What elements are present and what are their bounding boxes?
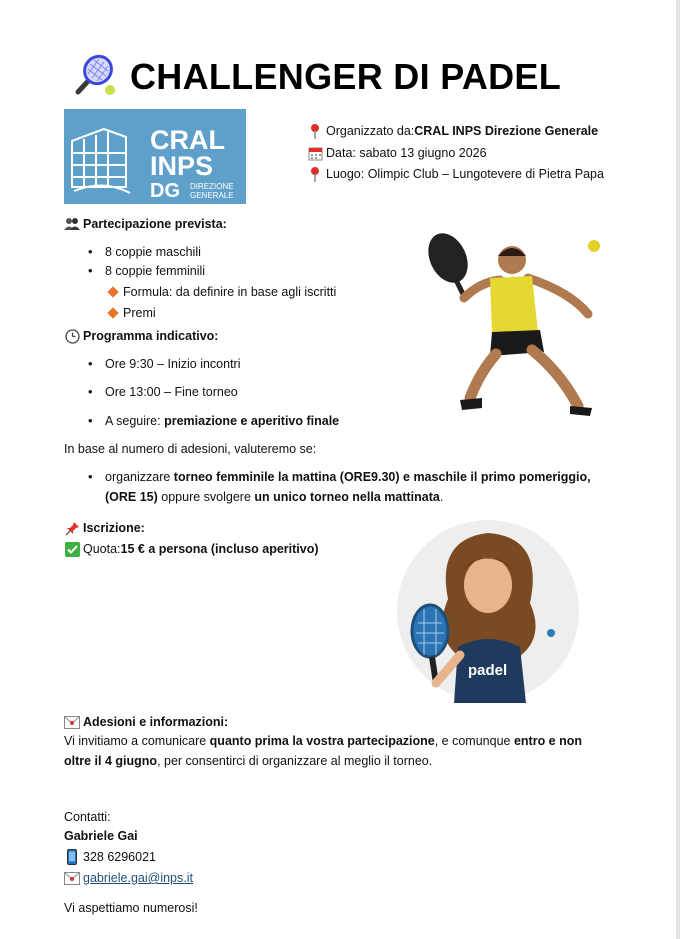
svg-text:INPS: INPS (150, 151, 214, 181)
diamond-icon (107, 286, 118, 297)
fee-line: Quota: 15 € a persona (incluso aperitivo) (64, 541, 319, 557)
list-item: • organizzare torneo femminile la mattina (ORE9.30) e maschile il primo pomeriggio, (88, 470, 591, 484)
list-item-continuation: (ORE 15) oppure svolgere un unico torneo nella mattinata. (105, 490, 444, 504)
list-item: • Ore 9:30 – Inizio incontri (88, 357, 241, 371)
mobile-phone-icon (64, 849, 80, 865)
page-edge (676, 0, 680, 939)
email-link[interactable]: gabriele.gai@inps.it (83, 871, 193, 885)
cral-inps-logo (64, 109, 246, 204)
list-item: • Ore 13:00 – Fine torneo (88, 385, 238, 399)
email-line (64, 870, 193, 886)
pin-icon (64, 520, 80, 536)
clock-icon (64, 328, 80, 344)
calendar-icon (307, 145, 323, 161)
list-subitem: Premi (107, 306, 156, 320)
info-heading: Adesioni e informazioni: (64, 714, 228, 730)
organizer-line: Organizzato da: CRAL INPS Direzione Generale (307, 123, 598, 139)
contact-name: Gabriele Gai (64, 829, 138, 843)
people-icon (64, 216, 80, 232)
date-line: Data: sabato 13 giugno 2026 (307, 145, 487, 161)
envelope-icon (64, 714, 80, 730)
adesioni-intro: In base al numero di adesioni, valuteremo se: (64, 442, 317, 456)
contacts-label: Contatti: (64, 810, 111, 824)
svg-text:GENERALE: GENERALE (190, 191, 234, 200)
list-item: • A seguire: premiazione e aperitivo finale (88, 414, 339, 428)
phone-line: 328 6296021 (64, 849, 156, 865)
title-text: CHALLENGER DI PADEL (130, 55, 562, 97)
program-heading: Programma indicativo: (64, 328, 218, 344)
closing-text: Vi aspettiamo numerosi! (64, 901, 198, 915)
male-player-photo (420, 222, 610, 432)
female-player-illustration (396, 519, 580, 703)
participation-heading: Partecipazione prevista: (64, 216, 227, 232)
checkmark-icon (64, 541, 80, 557)
info-paragraph-line-1: Vi invitiamo a comunicare quanto prima la vostra partecipazione, e comunque entro e non (64, 734, 583, 748)
page-title (70, 52, 561, 101)
pushpin-icon (307, 166, 323, 182)
envelope-icon (64, 870, 80, 886)
svg-text:DG: DG (150, 180, 180, 202)
svg-text:CRAL: CRAL (150, 125, 225, 155)
place-line: Luogo: Olimpic Club – Lungotevere di Pietra Papa (307, 166, 604, 182)
list-item: • 8 coppie maschili (88, 245, 201, 259)
svg-text:padel: padel (468, 662, 508, 679)
list-item: • 8 coppie femminili (88, 264, 205, 278)
info-paragraph-line-2: oltre il 4 giugno, per consentirci di organizzare al meglio il torneo. (64, 754, 433, 768)
svg-text:DIREZIONE: DIREZIONE (190, 182, 234, 191)
padel-racket-icon (70, 52, 116, 101)
registration-heading: Iscrizione: (64, 520, 145, 536)
pushpin-icon (307, 123, 323, 139)
list-subitem: Formula: da definire in base agli iscritti (107, 285, 336, 299)
diamond-icon (107, 307, 118, 318)
